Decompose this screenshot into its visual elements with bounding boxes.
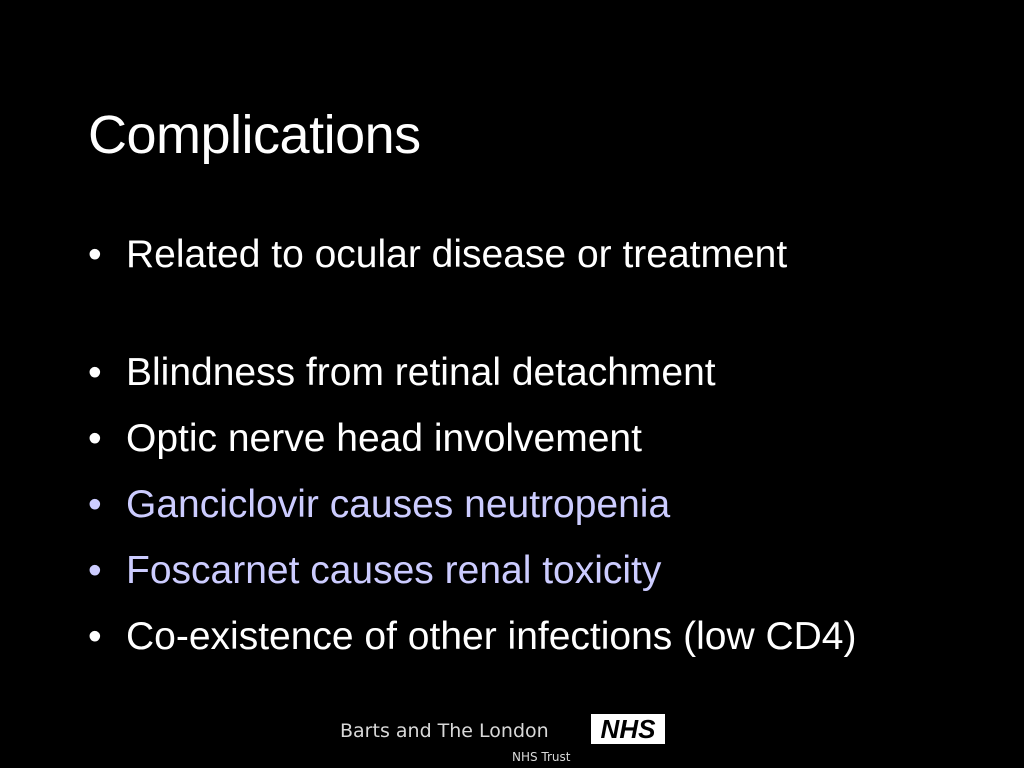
bullet-item bbox=[86, 228, 966, 282]
bullet-text: Co-existence of other infections (low CD4) bbox=[126, 615, 857, 658]
bullet-text: Foscarnet causes renal toxicity bbox=[126, 549, 662, 592]
organisation-name: Barts and The London bbox=[340, 720, 549, 742]
nhs-logo-text: NHS bbox=[600, 714, 656, 744]
slide-title: Complications bbox=[88, 105, 421, 165]
bullet-marker: • bbox=[88, 417, 102, 460]
bullet-item bbox=[86, 346, 966, 400]
trust-name: NHS Trust bbox=[512, 750, 571, 764]
footer-logo bbox=[340, 712, 670, 768]
nhs-logo-icon bbox=[591, 714, 665, 744]
bullet-item-highlighted bbox=[86, 544, 966, 598]
bullet-item-highlighted bbox=[86, 478, 966, 532]
bullet-marker: • bbox=[88, 233, 102, 276]
bullet-item bbox=[86, 610, 966, 664]
bullet-text: Related to ocular disease or treatment bbox=[126, 233, 788, 276]
bullet-marker: • bbox=[88, 483, 102, 526]
bullet-marker: • bbox=[88, 351, 102, 394]
bullet-item bbox=[86, 412, 966, 466]
bullet-text: Optic nerve head involvement bbox=[126, 417, 642, 460]
bullet-marker: • bbox=[88, 549, 102, 592]
bullet-text: Ganciclovir causes neutropenia bbox=[126, 483, 671, 526]
bullet-list bbox=[86, 228, 966, 676]
bullet-marker: • bbox=[88, 615, 102, 658]
bullet-text: Blindness from retinal detachment bbox=[126, 351, 716, 394]
